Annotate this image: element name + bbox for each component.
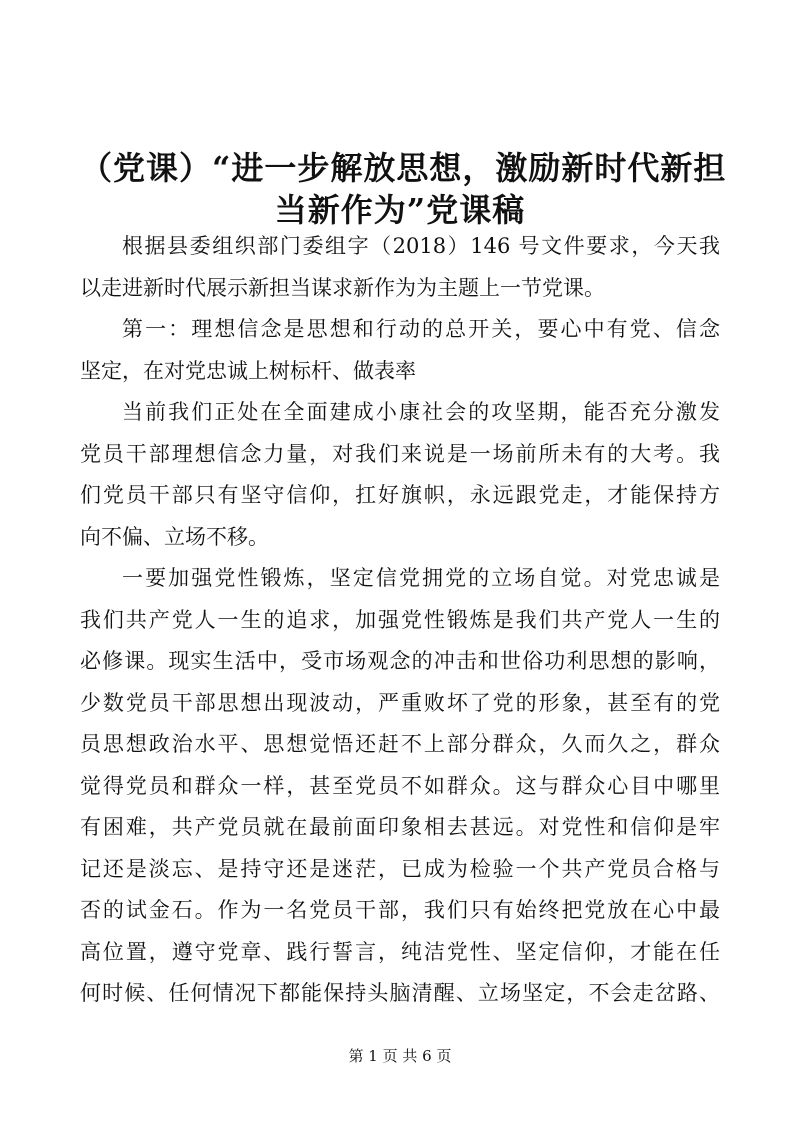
paragraph-line: 一要加强党性锻炼，坚定信党拥党的立场自觉。对党忠诚是 [122,566,720,590]
page-number: 第 1 页 共 6 页 [348,1047,452,1065]
paragraph-line: 有困难，共产党员就在最前面印象相去甚远。对党性和信仰是牢 [80,815,720,839]
paragraph-line: 以走进新时代展示新担当谋求新作为为主题上一节党课。 [80,276,605,300]
paragraph-line: 少数党员干部思想出现波动，严重败坏了党的形象，甚至有的党 [80,691,720,715]
paragraph-line: 觉得党员和群众一样，甚至党员不如群众。这与群众心目中哪里 [80,774,720,798]
paragraph-line: 何时候、任何情况下都能保持头脑清醒、立场坚定，不会走岔路、 [80,981,720,1005]
paragraph-line: 党员干部理想信念力量，对我们来说是一场前所未有的大考。我 [80,442,720,466]
document-title-line-2: 当新作为”党课稿 [274,191,526,229]
paragraph-line: 否的试金石。作为一名党员干部，我们只有始终把党放在心中最 [80,898,720,922]
paragraph-line: 们党员干部只有坚守信仰，扛好旗帜，永远跟党走，才能保持方 [80,483,720,507]
paragraph-line: 记还是淡忘、是持守还是迷茫，已成为检验一个共产党员合格与 [80,857,720,881]
document-title-line-1: （党课）“进一步解放思想，激励新时代新担 [80,149,727,187]
paragraph-line: 我们共产党人一生的追求，加强党性锻炼是我们共产党人一生的 [80,608,720,632]
paragraph-line: 坚定，在对党忠诚上树标杆、做表率 [80,359,416,383]
paragraph-line: 当前我们正处在全面建成小康社会的攻坚期，能否充分激发 [122,400,720,424]
paragraph-line: 员思想政治水平、思想觉悟还赶不上部分群众，久而久之，群众 [80,732,720,756]
paragraph-line: 高位置，遵守党章、践行誓言，纯洁党性、坚定信仰，才能在任 [80,940,720,964]
paragraph-line: 第一：理想信念是思想和行动的总开关，要心中有党、信念 [122,317,720,341]
paragraph-line: 必修课。现实生活中，受市场观念的冲击和世俗功利思想的影响， [80,649,720,673]
paragraph-line: 根据县委组织部门委组字（2018）146 号文件要求，今天我 [122,234,720,258]
paragraph-line: 向不偏、立场不移。 [80,525,269,549]
